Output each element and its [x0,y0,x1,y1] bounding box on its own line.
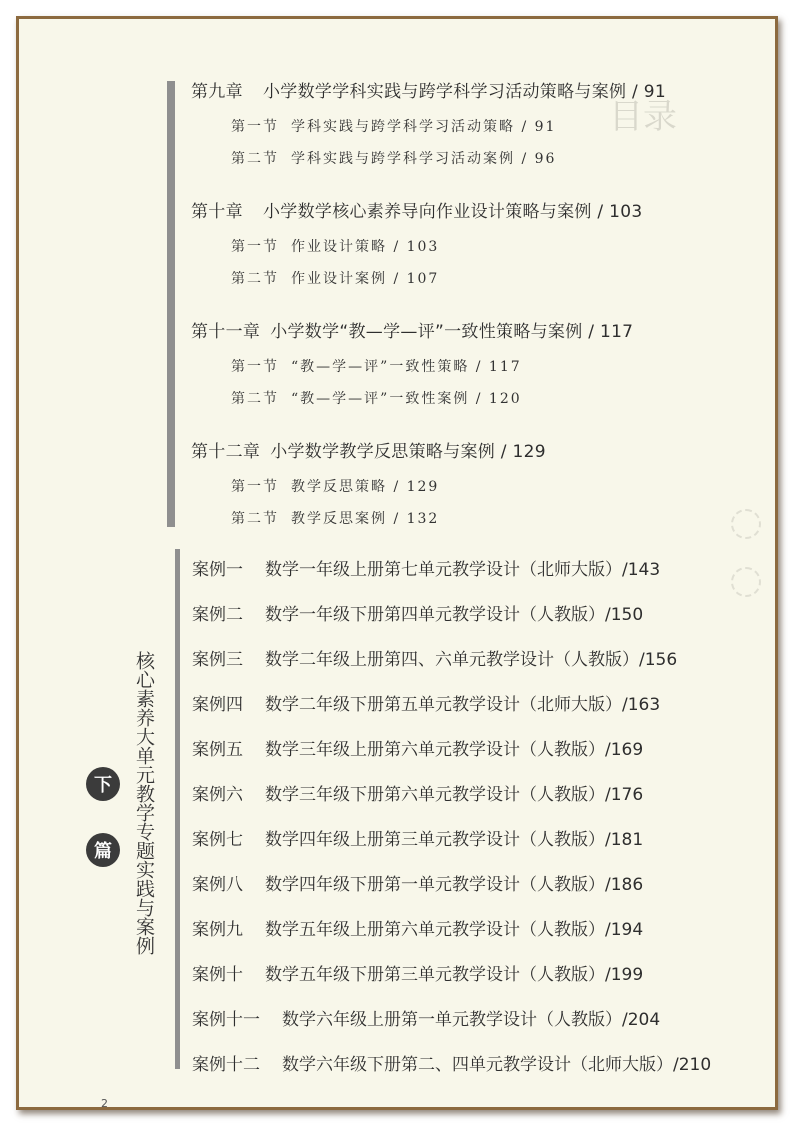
toc-case[interactable] [192,780,643,805]
toc-chapter[interactable] [191,437,546,462]
show-through-ornament [731,509,761,539]
toc-chapter[interactable] [191,317,633,342]
toc-case[interactable] [192,555,660,580]
part-badge-xia: 下 [86,767,120,801]
case-title: 数学一年级上册第七单元教学设计（北师大版）/143 [265,560,661,580]
show-through-text: 目录 [609,97,677,137]
chapter-title: 小学数学学科实践与跨学科学习活动策略与案例 / 91 [263,82,666,102]
section-title: 作业设计案例 / 107 [291,271,440,287]
case-number: 案例八 [192,875,243,895]
case-number: 案例二 [192,605,243,625]
chapter-title: 小学数学教学反思策略与案例 / 129 [270,442,546,462]
case-title: 数学四年级上册第三单元教学设计（人教版）/181 [265,830,644,850]
section-number: 第二节 [231,511,279,527]
case-number: 案例十二 [192,1055,260,1075]
toc-section[interactable] [231,388,522,408]
section-title: 学科实践与跨学科学习活动策略 / 91 [291,119,557,135]
toc-section[interactable] [231,508,439,528]
case-number: 案例六 [192,785,243,805]
case-title: 数学三年级下册第六单元教学设计（人教版）/176 [265,785,644,805]
section-title: “教—学—评”一致性策略 / 117 [291,359,522,375]
toc-case[interactable] [192,825,643,850]
toc-section[interactable] [231,116,556,136]
toc-case[interactable] [192,1050,711,1075]
case-number: 案例三 [192,650,243,670]
upper-part-bar [167,81,175,527]
case-number: 案例四 [192,695,243,715]
case-title: 数学五年级下册第三单元教学设计（人教版）/199 [265,965,644,985]
case-title: 数学一年级下册第四单元教学设计（人教版）/150 [265,605,644,625]
section-number: 第一节 [231,359,279,375]
case-number: 案例七 [192,830,243,850]
section-number: 第二节 [231,151,279,167]
section-title: 学科实践与跨学科学习活动案例 / 96 [291,151,557,167]
case-title: 数学四年级下册第一单元教学设计（人教版）/186 [265,875,644,895]
toc-section[interactable] [231,476,439,496]
toc-section[interactable] [231,148,556,168]
case-title: 数学三年级上册第六单元教学设计（人教版）/169 [265,740,644,760]
toc-case[interactable] [192,1005,660,1030]
section-number: 第二节 [231,271,279,287]
toc-case[interactable] [192,600,643,625]
chapter-number: 第十章 [191,202,243,222]
lower-part-bar [175,549,180,1069]
toc-case[interactable] [192,960,643,985]
toc-section[interactable] [231,268,439,288]
section-title: 教学反思策略 / 129 [291,479,440,495]
toc-case[interactable] [192,690,660,715]
case-number: 案例十 [192,965,243,985]
toc-case[interactable] [192,870,643,895]
toc-case[interactable] [192,915,643,940]
case-title: 数学五年级上册第六单元教学设计（人教版）/194 [265,920,644,940]
toc-case[interactable] [192,645,677,670]
toc-section[interactable] [231,236,439,256]
chapter-title: 小学数学“教—学—评”一致性策略与案例 / 117 [270,322,634,342]
section-number: 第二节 [231,391,279,407]
chapter-number: 第九章 [191,82,243,102]
case-title: 数学二年级上册第四、六单元教学设计（人教版）/156 [265,650,678,670]
section-title: 教学反思案例 / 132 [291,511,440,527]
toc-chapter[interactable] [191,77,666,102]
chapter-number: 第十二章 [191,442,261,462]
part-title: 核心素养大单元教学专题实践与案例 [133,651,155,955]
case-number: 案例五 [192,740,243,760]
case-title: 数学六年级上册第一单元教学设计（人教版）/204 [282,1010,661,1030]
case-number: 案例九 [192,920,243,940]
case-title: 数学二年级下册第五单元教学设计（北师大版）/163 [265,695,661,715]
show-through-ornament [731,567,761,597]
page-number: 2 [101,1097,108,1110]
section-number: 第一节 [231,119,279,135]
section-number: 第一节 [231,479,279,495]
case-number: 案例一 [192,560,243,580]
toc-section[interactable] [231,356,522,376]
toc-chapter[interactable] [191,197,642,222]
section-number: 第一节 [231,239,279,255]
section-title: 作业设计策略 / 103 [291,239,440,255]
case-title: 数学六年级下册第二、四单元教学设计（北师大版）/210 [282,1055,712,1075]
part-badge-pian: 篇 [86,833,120,867]
toc-case[interactable] [192,735,643,760]
chapter-title: 小学数学核心素养导向作业设计策略与案例 / 103 [263,202,643,222]
case-number: 案例十一 [192,1010,260,1030]
book-page [16,16,778,1110]
chapter-number: 第十一章 [191,322,261,342]
section-title: “教—学—评”一致性案例 / 120 [291,391,522,407]
